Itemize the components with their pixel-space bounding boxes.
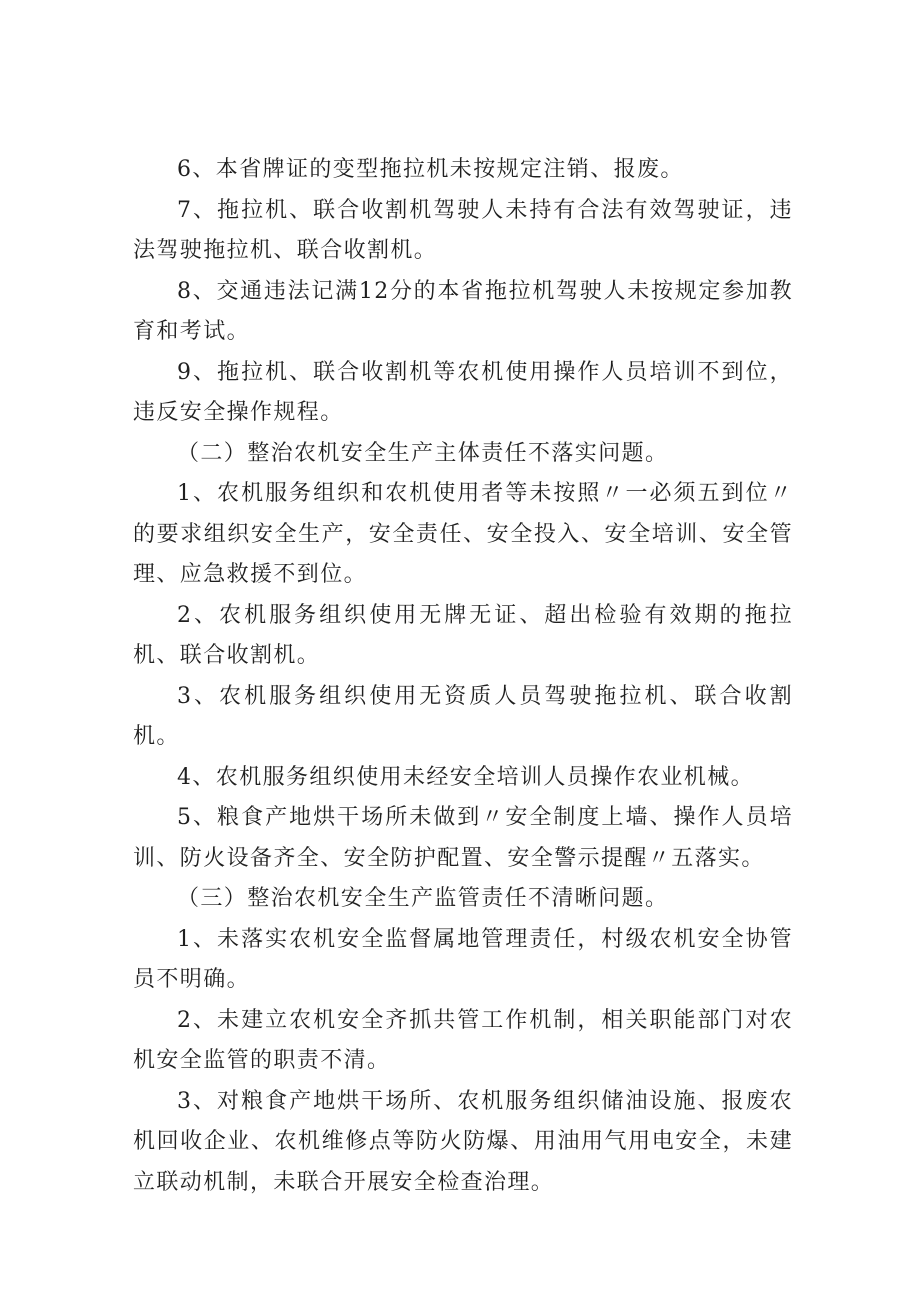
section-heading-2: （二）整治农机安全生产主体责任不落实问题。: [177, 440, 669, 466]
section-2-item-2: 2、农机服务组织使用无牌无证、超出检验有效期的拖拉机、联合收割机。: [133, 602, 793, 668]
section-2-item-4: 4、农机服务组织使用未经安全培训人员操作农业机械。: [177, 764, 754, 790]
list-item-8: 8、交通违法记满12分的本省拖拉机驾驶人未按规定参加教育和考试。: [133, 278, 793, 344]
section-2-item-3: 3、农机服务组织使用无资质人员驾驶拖拉机、联合收割机。: [133, 683, 793, 749]
list-item-7: 7、拖拉机、联合收割机驾驶人未持有合法有效驾驶证，违法驾驶拖拉机、联合收割机。: [133, 197, 793, 263]
section-heading-3: （三）整治农机安全生产监管责任不清晰问题。: [177, 886, 669, 911]
section-2-item-5: 5、粮食产地烘干场所未做到〃安全制度上墙、操作人员培训、防火设备齐全、安全防护配置、安全警示提醒〃五落实。: [133, 805, 793, 871]
list-item-6: 6、本省牌证的变型拖拉机未按规定注销、报废。: [177, 157, 684, 182]
document-body: [133, 150, 793, 1203]
section-3-item-1: 1、未落实农机安全监督属地管理责任，村级农机安全协管员不明确。: [133, 926, 793, 992]
section-3-item-3: 3、对粮食产地烘干场所、农机服务组织储油设施、报废农机回收企业、农机维修点等防火防爆、用油用气用电安全，未建立联动机制，未联合开展安全检查治理。: [133, 1088, 793, 1195]
section-3-item-2: 2、未建立农机安全齐抓共管工作机制，相关职能部门对农机安全监管的职责不清。: [133, 1007, 793, 1073]
section-2-item-1: 1、农机服务组织和农机使用者等未按照〃一必须五到位〃的要求组织安全生产，安全责任、安全投入、安全培训、安全管理、应急救援不到位。: [133, 481, 793, 587]
list-item-9: 9、拖拉机、联合收割机等农机使用操作人员培训不到位，违反安全操作规程。: [133, 359, 793, 425]
